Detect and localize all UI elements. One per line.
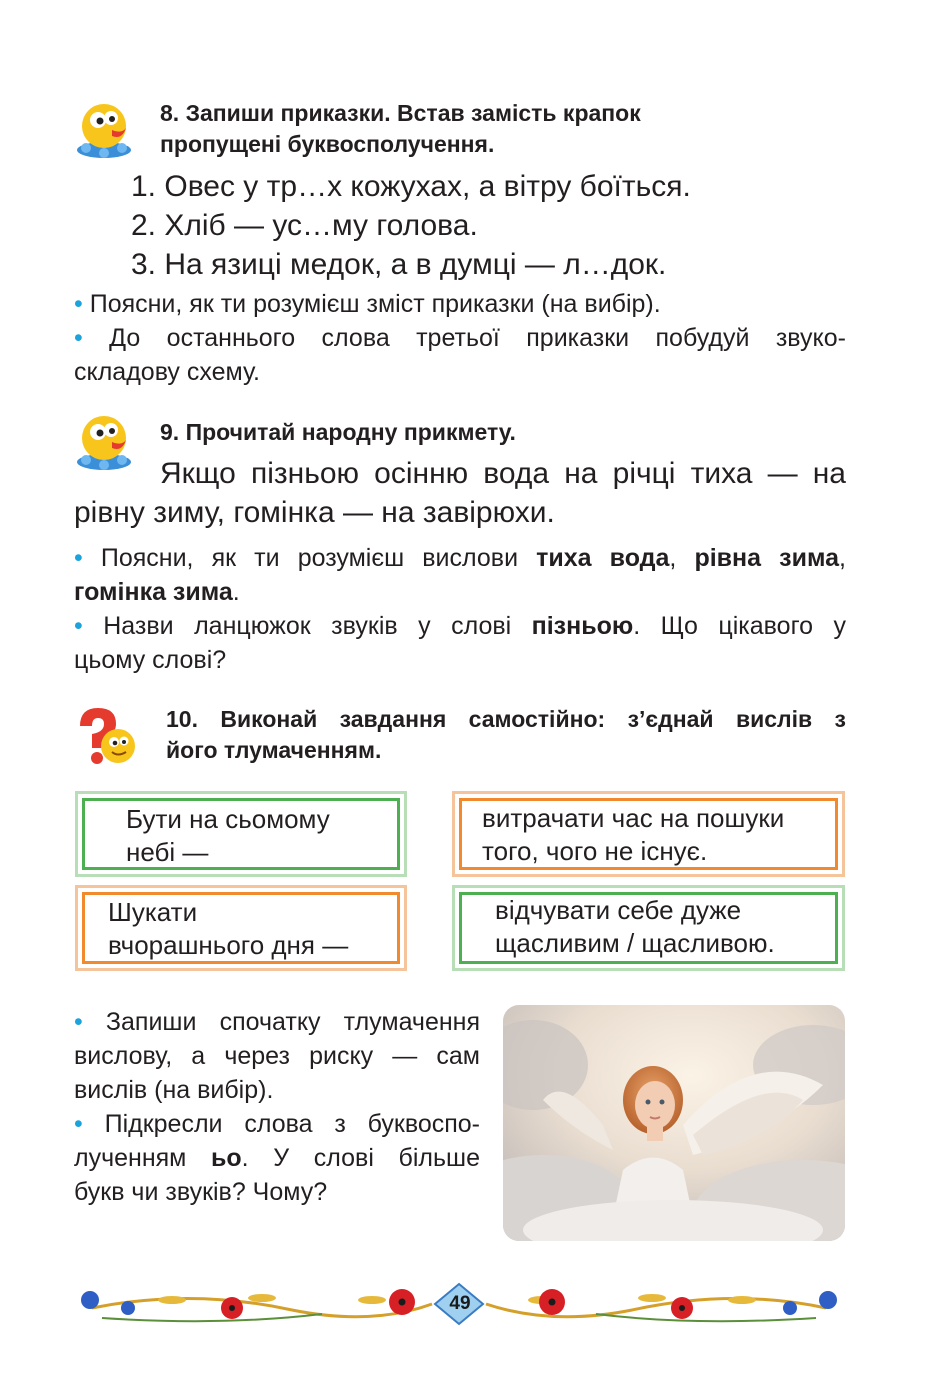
task10-title-line2: його тлумаченням. <box>166 737 382 763</box>
task9-title: 9. Прочитай народну прикмету. <box>160 419 516 445</box>
meaning-box-1[interactable] <box>452 791 845 877</box>
bullet-icon: • <box>74 324 83 352</box>
mascot-icon <box>74 98 134 160</box>
proverb-2: 2. Хліб — ус…му голова. <box>131 209 478 242</box>
bullet-icon: • <box>74 290 83 318</box>
task8-title-line1: 8. Запиши приказки. Встав замість крапок <box>160 100 641 126</box>
angel-child-image <box>503 1005 845 1241</box>
meaning-box-1-line1: витрачати час на пошуки <box>482 803 785 833</box>
task9-bullet1-cont: гомінка зима. <box>74 578 240 606</box>
phrase-box-1[interactable] <box>75 791 407 877</box>
footer-ornament <box>72 1278 846 1330</box>
meaning-box-2-line1: відчувати себе дуже <box>495 895 742 925</box>
task8-bullet2: • До останнього слова третьої приказки побудуй звуко- <box>74 324 846 352</box>
bullet-icon: • <box>74 1110 83 1138</box>
bullet-icon: • <box>74 612 83 640</box>
bullet-icon: • <box>74 1008 83 1036</box>
meaning-box-2[interactable] <box>452 885 845 971</box>
task9-bullet2: • Назви ланцюжок звуків у слові пізньою. Що цікавого у <box>74 612 847 640</box>
task9-bullet2-cont: цьому слові? <box>74 646 227 674</box>
task10-bullet2-line3: букв чи звуків? Чому? <box>74 1178 328 1206</box>
task10-bullet2: • Підкресли слова з буквоспо- <box>74 1110 480 1138</box>
task10-title-line1: 10. Виконай завдання самостійно: з’єднай вислів з <box>166 706 846 732</box>
task10-bullet1-line2: вислову, а через риску — сам <box>74 1042 480 1070</box>
phrase-box-1-line2: небі — <box>126 837 209 867</box>
bullet-icon: • <box>74 544 83 572</box>
proverb-3: 3. На язиці медок, а в думці — л…док. <box>131 248 667 281</box>
meaning-box-1-line2: того, чого не існує. <box>482 836 708 866</box>
task10-bullet1: • Запиши спочатку тлумачення <box>74 1008 481 1036</box>
phrase-box-2-line2: вчорашнього дня — <box>108 930 349 960</box>
task10-bullet1-line3: вислів (на вибір). <box>74 1076 274 1104</box>
task9-bullet1: • Поясни, як ти розумієш вислови тиха вода, рівна зима, <box>74 544 846 572</box>
page-number: 49 <box>449 1293 471 1314</box>
task8-bullet1: • Поясни, як ти розумієш зміст приказки (на вибір). <box>74 290 661 318</box>
task10-bullet2-line2: лученням ьо. У слові більше <box>74 1144 480 1172</box>
question-mascot-icon <box>72 704 140 768</box>
task9-text-line2: рівну зиму, гомінка — на завірюхи. <box>74 496 555 529</box>
task9-text-line1: Якщо пізньою осінню вода на річці тиха — на <box>160 457 846 490</box>
phrase-box-2-line1: Шукати <box>108 897 198 927</box>
phrase-box-2[interactable] <box>75 885 407 971</box>
task8-bullet2-cont: складову схему. <box>74 358 260 386</box>
proverb-1: 1. Овес у тр…х кожухах, а вітру боїться. <box>131 170 691 203</box>
task8-title-line2: пропущені буквосполучення. <box>160 131 495 157</box>
phrase-box-1-line1: Бути на сьомому <box>126 804 330 834</box>
meaning-box-2-line2: щасливим / щасливою. <box>495 928 775 958</box>
